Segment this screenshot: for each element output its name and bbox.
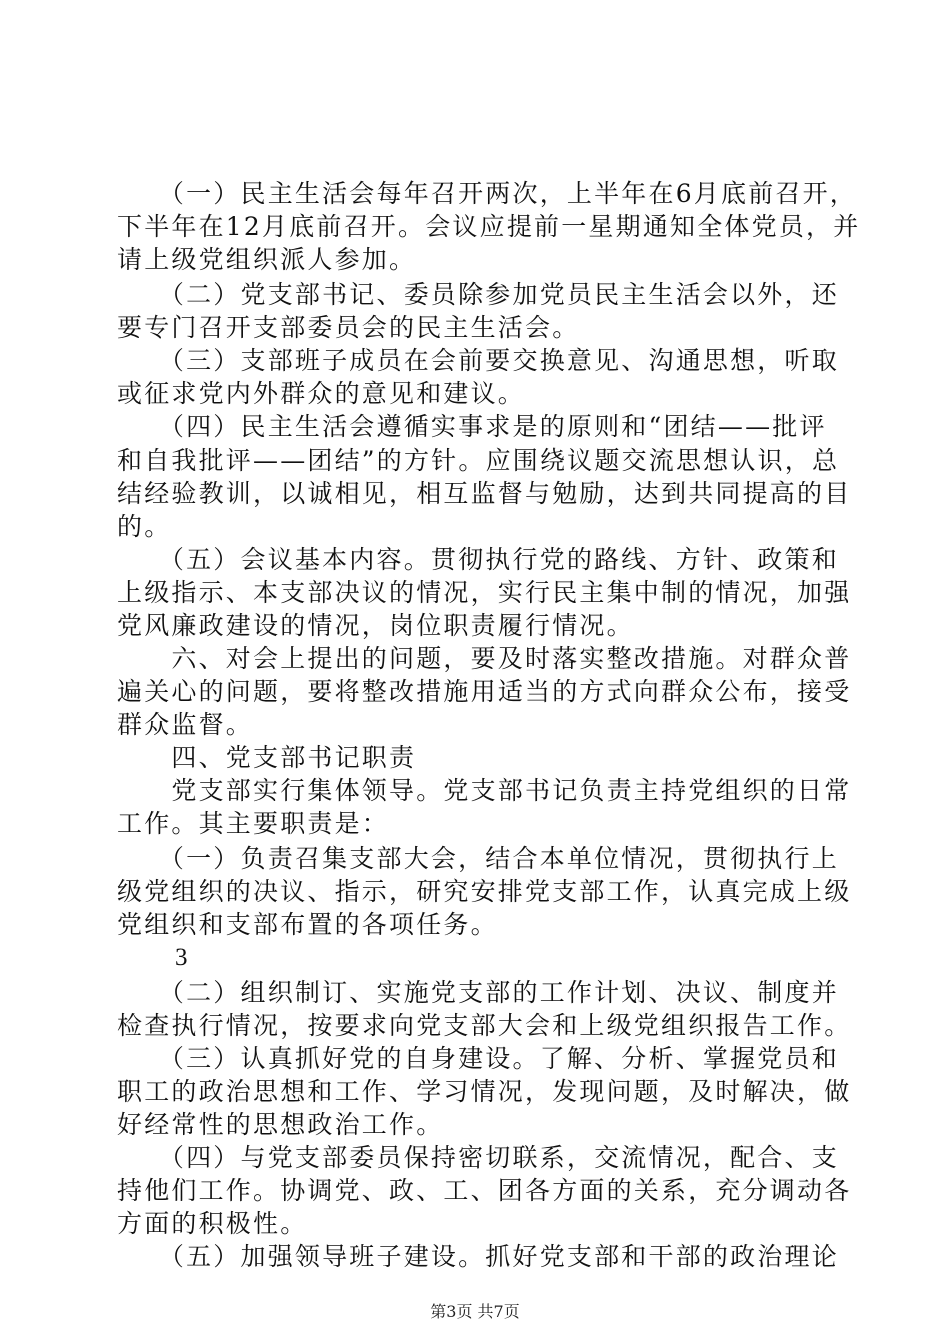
body-line: 方面的积极性。: [117, 1209, 308, 1238]
body-line: 检查执行情况，按要求向党支部大会和上级党组织报告工作。: [117, 1011, 852, 1040]
body-line: （三）支部班子成员在会前要交换意见、沟通思想，听取: [117, 346, 839, 375]
body-line: 群众监督。: [117, 710, 254, 739]
body-line: 请上级党组织派人参加。: [117, 245, 417, 274]
body-line: （二）党支部书记、委员除参加党员民主生活会以外，还: [117, 280, 839, 309]
body-line: 党支部实行集体领导。党支部书记负责主持党组织的日常: [117, 776, 852, 805]
body-line: 持他们工作。协调党、政、工、团各方面的关系，充分调动各: [117, 1176, 852, 1205]
body-line: 党风廉政建设的情况，岗位职责履行情况。: [117, 611, 634, 640]
body-line: 级党组织的决议、指示，研究安排党支部工作，认真完成上级: [117, 877, 852, 906]
body-line: 下半年在12月底前召开。会议应提前一星期通知全体党员，并: [117, 212, 861, 241]
body-line: 要专门召开支部委员会的民主生活会。: [117, 313, 580, 342]
body-line: （一）负责召集支部大会，结合本单位情况，贯彻执行上: [117, 844, 839, 873]
body-line: 六、对会上提出的问题，要及时落实整改措施。对群众普: [117, 644, 852, 673]
section-heading: 四、党支部书记职责: [117, 743, 417, 772]
body-line: （五）加强领导班子建设。抓好党支部和干部的政治理论: [117, 1242, 839, 1271]
body-line: 好经常性的思想政治工作。: [117, 1110, 444, 1139]
page-footer: 第3页 共7页: [430, 1302, 520, 1321]
body-line: （四）与党支部委员保持密切联系，交流情况，配合、支: [117, 1143, 839, 1172]
body-line: （一）民主生活会每年召开两次，上半年在6月底前召开，: [117, 179, 858, 208]
body-line: （三）认真抓好党的自身建设。了解、分析、掌握党员和: [117, 1044, 839, 1073]
inline-page-number: 3: [175, 944, 188, 971]
body-line: 或征求党内外群众的意见和建议。: [117, 379, 526, 408]
body-line: 党组织和支部布置的各项任务。: [117, 910, 498, 939]
body-line: （五）会议基本内容。贯彻执行党的路线、方针、政策和: [117, 545, 839, 574]
body-line: 结经验教训，以诚相见，相互监督与勉励，达到共同提高的目: [117, 479, 852, 508]
body-line: 的。: [117, 512, 172, 541]
body-line: 职工的政治思想和工作、学习情况，发现问题，及时解决，做: [117, 1077, 852, 1106]
body-line: 工作。其主要职责是：: [117, 809, 390, 838]
body-line: （四）民主生活会遵循实事求是的原则和“团结——批评: [117, 412, 827, 441]
body-line: 遍关心的问题，要将整改措施用适当的方式向群众公布，接受: [117, 677, 852, 706]
body-line: 上级指示、本支部决议的情况，实行民主集中制的情况，加强: [117, 578, 852, 607]
body-line: 和自我批评——团结”的方针。应围绕议题交流思想认识，总: [117, 446, 840, 475]
body-line: （二）组织制订、实施党支部的工作计划、决议、制度并: [117, 978, 839, 1007]
